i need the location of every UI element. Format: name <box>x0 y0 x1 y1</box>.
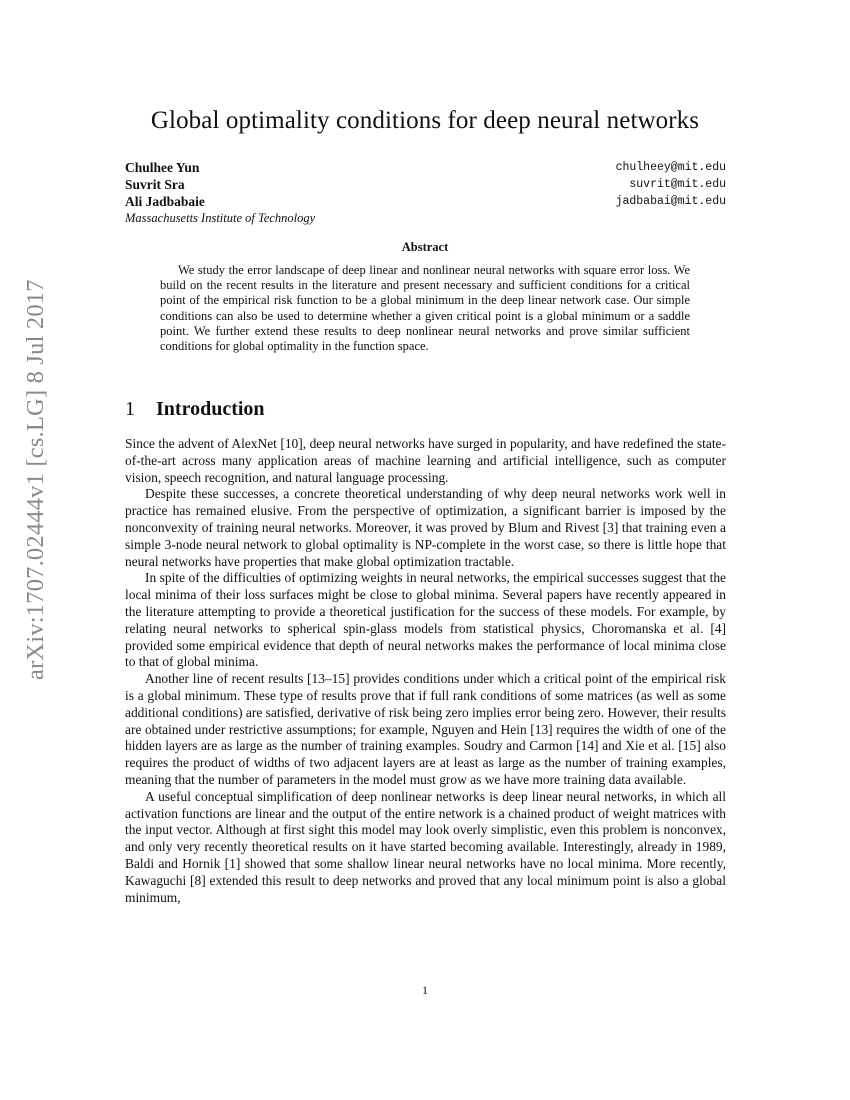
arxiv-stamp: arXiv:1707.02444v1 [cs.LG] 8 Jul 2017 <box>22 279 49 680</box>
paragraph: A useful conceptual simplification of deep nonlinear networks is deep linear neural networks, in which all activation functions are linear and the output of the entire network is a chained product of weight matrices with the input vector. Although at first sight this model may look overly simplistic, even this problem is nonconvex, and only very recently theoretical results on it have started becoming available. Interestingly, already in 1989, Baldi and Hornik [1] showed that some shallow linear neural networks have no local minima. More recently, Kawaguchi [8] extended this result to deep networks and proved that any local minimum point is also a global minimum, <box>125 788 726 905</box>
author-email: chulheey@mit.edu <box>615 161 726 174</box>
body-text <box>125 436 726 906</box>
author-row <box>125 176 726 193</box>
author-email: suvrit@mit.edu <box>629 178 726 191</box>
section-number: 1 <box>125 398 135 420</box>
author-name: Ali Jadbabaie <box>125 194 205 209</box>
author-row <box>125 193 726 210</box>
author-name: Chulhee Yun <box>125 160 200 175</box>
section-title: Introduction <box>156 398 265 420</box>
paragraph: Despite these successes, a concrete theoretical understanding of why deep neural networks work well in practice has remained elusive. From the perspective of optimization, a significant barrier is imposed by the nonconvexity of training neural networks. Moreover, it was proved by Blum and Rivest [3] that training even a simple 3-node neural network to global optimality is NP-complete in the worst case, so there is little hope that neural networks have properties that make global optimization tractable. <box>125 486 726 569</box>
abstract-heading: Abstract <box>401 240 449 254</box>
paper-title: Global optimality conditions for deep neural networks <box>150 107 700 134</box>
abstract <box>160 263 690 354</box>
paragraph: Since the advent of AlexNet [10], deep neural networks have surged in popularity, and have redefined the state-of-the-art across many application areas of machine learning and artificial intelligence, such as computer vision, speech recognition, and natural language processing. <box>125 436 726 485</box>
author-block <box>125 159 726 227</box>
paragraph: In spite of the difficulties of optimizing weights in neural networks, the empirical successes suggest that the local minima of their loss surfaces might be close to global minima. Several papers have recently appeared in the literature attempting to provide a theoretical justification for the success of these models. For example, by relating neural networks to spherical spin-glass models from statistical physics, Choromanska et al. [4] provided some empirical evidence that depth of neural networks makes the performance of local minima close to that of global minima. <box>125 570 726 670</box>
author-email: jadbabai@mit.edu <box>615 195 726 208</box>
abstract-text: We study the error landscape of deep linear and nonlinear neural networks with square error loss. We build on the recent results in the literature and present necessary and sufficient conditions for a critical point of the empirical risk function to be a global minimum in the deep linear network case. Our simple conditions can also be used to determine whether a given critical point is a global minimum or a saddle point. We further extend these results to deep nonlinear neural networks and prove similar sufficient conditions for global optimality in the function space. <box>160 263 690 354</box>
author-row <box>125 159 726 176</box>
paragraph: Another line of recent results [13–15] provides conditions under which a critical point of the empirical risk is a global minimum. These type of results prove that if full rank conditions of some matrices (as well as some additional conditions) are satisfied, derivative of risk being zero implies error being zero. However, their results are obtained under restrictive assumptions; for example, Nguyen and Hein [13] requires the width of one of the hidden layers are as large as the number of training examples. Soudry and Carmon [14] and Xie et al. [15] also requires the product of widths of two adjacent layers are at least as large as the number of training examples, meaning that the number of parameters in the model must grow as we have more training data available. <box>125 671 726 787</box>
section-heading <box>125 398 265 421</box>
page-number: 1 <box>422 983 428 997</box>
author-name: Suvrit Sra <box>125 177 185 192</box>
affiliation: Massachusetts Institute of Technology <box>125 211 316 225</box>
